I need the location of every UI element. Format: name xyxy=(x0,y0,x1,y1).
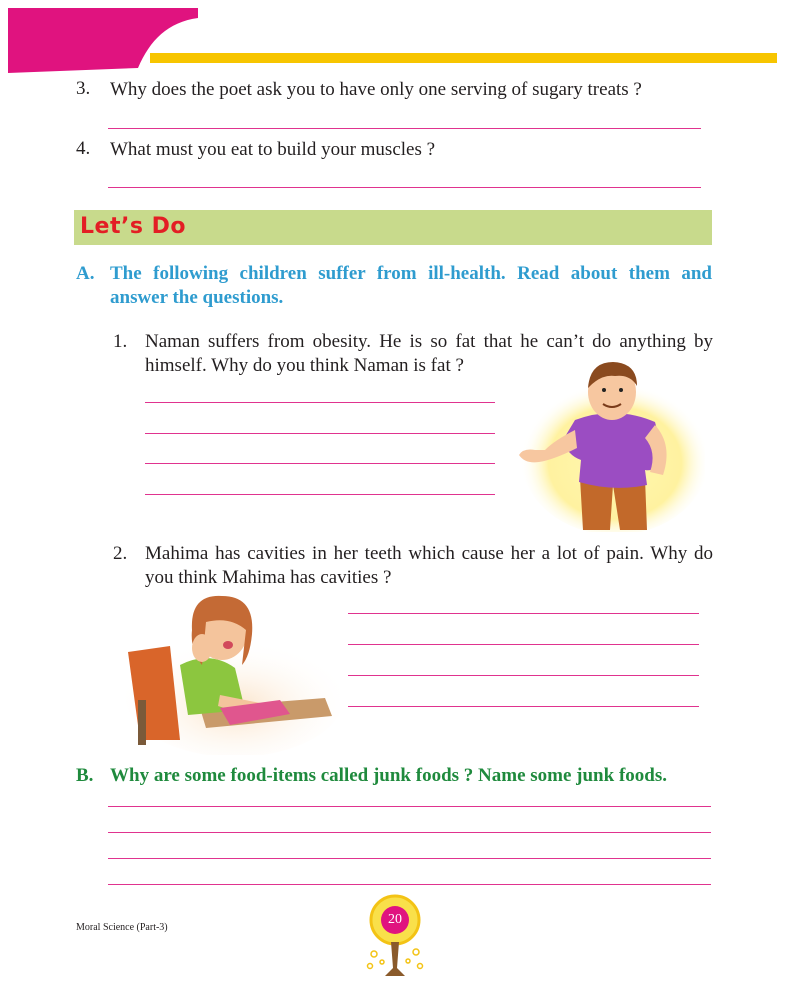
question-3-text: Why does the poet ask you to have only one serving of sugary treats ? xyxy=(110,79,642,100)
section-title: Let’s Do xyxy=(80,214,186,239)
answer-line xyxy=(145,433,495,434)
answer-line xyxy=(348,644,699,645)
answer-line xyxy=(348,706,699,707)
answer-line xyxy=(108,832,711,833)
answer-line xyxy=(348,675,699,676)
answer-line xyxy=(145,402,495,403)
question-4-text: What must you eat to build your muscles ? xyxy=(110,139,436,160)
item-2-number: 2. xyxy=(113,543,128,564)
part-a-heading: The following children suffer from ill-health. Read about them and answer the questions. xyxy=(110,263,712,308)
mahima-illustration xyxy=(110,590,340,755)
item-1-text: Naman suffers from obesity. He is so fat that he can’t do anything by himself. Why do you think Naman is fat ? xyxy=(145,331,713,376)
page-number: 20 xyxy=(381,906,409,934)
answer-line xyxy=(348,613,699,614)
page-number-tree-icon xyxy=(360,890,430,980)
answer-line xyxy=(108,806,711,807)
question-3-number: 3. xyxy=(76,78,91,99)
naman-illustration xyxy=(505,360,705,532)
footer-book-title: Moral Science (Part-3) xyxy=(76,922,168,933)
answer-line xyxy=(145,494,495,495)
answer-line xyxy=(108,187,701,188)
item-1-number: 1. xyxy=(113,331,128,352)
part-a-label: A. xyxy=(76,263,95,284)
answer-line xyxy=(108,128,701,129)
header-decoration xyxy=(0,0,787,80)
part-b-label: B. xyxy=(76,765,94,786)
item-2-text: Mahima has cavities in her teeth which cause her a lot of pain. Why do you think Mahima has cavities ? xyxy=(145,543,713,588)
question-4-number: 4. xyxy=(76,138,91,159)
answer-line xyxy=(108,884,711,885)
answer-line xyxy=(108,858,711,859)
answer-line xyxy=(145,463,495,464)
part-b-question: Why are some food-items called junk foods ? Name some junk foods. xyxy=(110,765,667,786)
